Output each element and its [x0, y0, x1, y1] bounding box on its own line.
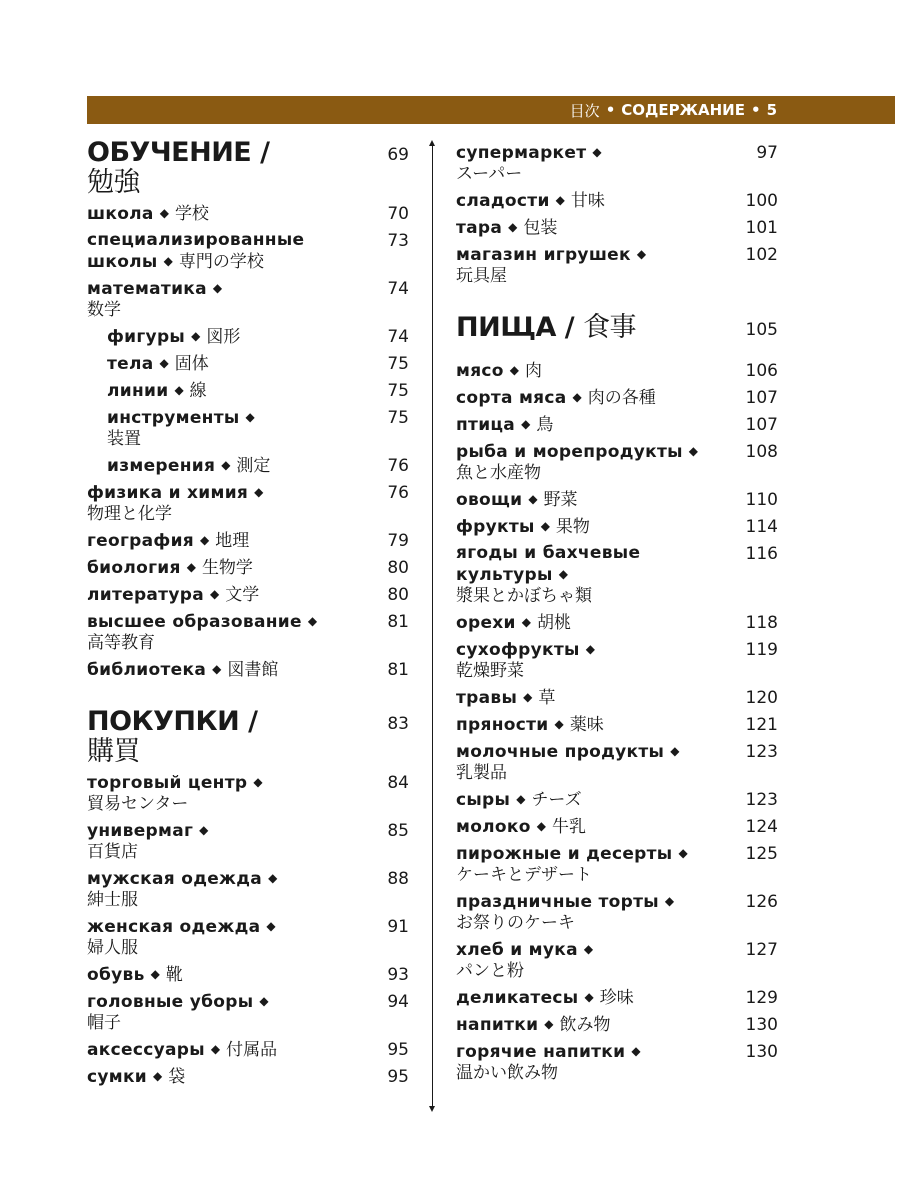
header-bullet: • — [605, 101, 616, 119]
header-bullet: • — [750, 101, 761, 119]
page-number: 121 — [745, 715, 778, 735]
entry-ru: физика и химия — [87, 483, 249, 503]
page-number: 74 — [387, 279, 409, 299]
bullet-icon: ◆ — [174, 383, 184, 397]
toc-entry[interactable] — [456, 891, 778, 934]
bullet-icon: ◆ — [592, 145, 602, 159]
entry-ru: мужская одежда — [87, 869, 263, 889]
toc-entry[interactable] — [456, 987, 778, 1009]
entry-ru: школа — [87, 204, 154, 224]
entry-jp: 野菜 — [543, 490, 578, 510]
bullet-icon: ◆ — [221, 458, 231, 472]
entry-ru: супермаркет — [456, 143, 587, 163]
page-number: 129 — [745, 988, 778, 1008]
entry-jp: 袋 — [168, 1067, 186, 1087]
entry-ru: математика — [87, 279, 207, 299]
page-number: 93 — [387, 965, 409, 985]
entry-ru: аксессуары — [87, 1040, 205, 1060]
bullet-icon: ◆ — [163, 254, 173, 268]
page-number: 75 — [387, 408, 409, 428]
toc-subentry[interactable] — [87, 326, 409, 348]
toc-entry[interactable] — [87, 584, 409, 606]
bullet-icon: ◆ — [212, 662, 222, 676]
toc-entry[interactable] — [456, 741, 778, 784]
entry-ru: орехи — [456, 613, 516, 633]
entry-ru: сумки — [87, 1067, 148, 1087]
entry-jp: 装置 — [107, 429, 141, 449]
entry-jp: 学校 — [174, 204, 209, 224]
entry-jp: 貿易センター — [87, 794, 189, 814]
entry-jp: チーズ — [531, 790, 582, 810]
toc-entry[interactable] — [456, 516, 778, 538]
entry-ru: сыры — [456, 790, 511, 810]
entry-ru: мясо — [456, 361, 504, 381]
entry-ru: обувь — [87, 965, 145, 985]
page-number: 127 — [745, 940, 778, 960]
bullet-icon: ◆ — [191, 329, 201, 343]
toc-entry[interactable] — [456, 1041, 778, 1084]
toc-entry[interactable] — [87, 482, 409, 525]
bullet-icon: ◆ — [150, 967, 160, 981]
entry-ru: торговый центр — [87, 773, 248, 793]
entry-jp: お祭りのケーキ — [456, 913, 575, 933]
entry-jp: 肉 — [525, 361, 543, 381]
toc-entry[interactable] — [87, 868, 409, 911]
entry-ru: измерения — [107, 456, 216, 476]
toc-subentry[interactable] — [87, 353, 409, 375]
entry-ru: тела — [107, 354, 154, 374]
entry-ru: литература — [87, 585, 204, 605]
page-number: 84 — [387, 773, 409, 793]
toc-entry[interactable] — [456, 789, 778, 811]
toc-entry[interactable] — [456, 714, 778, 736]
bullet-icon: ◆ — [509, 363, 520, 377]
page-number: 125 — [745, 844, 778, 864]
bullet-icon: ◆ — [558, 567, 568, 581]
entry-jp: 鳥 — [536, 415, 554, 435]
page-number: 119 — [745, 640, 778, 660]
page-number: 69 — [387, 145, 409, 165]
page-number: 130 — [745, 1042, 778, 1062]
page-number: 95 — [387, 1067, 409, 1087]
page-number: 88 — [387, 869, 409, 889]
page-number: 73 — [387, 231, 409, 251]
entry-ru: библиотека — [87, 660, 207, 680]
toc-entry[interactable] — [87, 1039, 409, 1061]
entry-jp: 数学 — [87, 300, 121, 320]
page-number: 94 — [387, 992, 409, 1012]
entry-ru: география — [87, 531, 195, 551]
page-number: 106 — [745, 361, 778, 381]
toc-subentry[interactable] — [87, 380, 409, 402]
entry-ru: женская одежда — [87, 917, 261, 937]
bullet-icon: ◆ — [266, 919, 276, 933]
bullet-icon: ◆ — [521, 417, 531, 431]
entry-jp: 図形 — [206, 327, 241, 347]
page-number: 100 — [745, 191, 778, 211]
section-title-jp: 勉強 — [87, 167, 140, 198]
entry-jp: 専門の学校 — [178, 252, 264, 272]
section-heading[interactable] — [87, 707, 409, 767]
entry-jp: 生物学 — [201, 558, 253, 578]
page-number: 123 — [745, 790, 778, 810]
bullet-icon: ◆ — [583, 942, 594, 956]
entry-jp: 果物 — [555, 517, 590, 537]
entry-jp: 付属品 — [226, 1040, 278, 1060]
toc-entry[interactable] — [87, 1066, 409, 1088]
bullet-icon: ◆ — [159, 206, 169, 220]
page-number: 80 — [387, 558, 409, 578]
page-number: 79 — [387, 531, 409, 551]
page-number: 95 — [387, 1040, 409, 1060]
bullet-icon: ◆ — [664, 894, 675, 908]
entry-ru: сладости — [456, 191, 550, 211]
page-number: 80 — [387, 585, 409, 605]
bullet-icon: ◆ — [209, 587, 220, 601]
entry-ru: травы — [456, 688, 518, 708]
entry-ru: праздничные торты — [456, 892, 659, 912]
bullet-icon: ◆ — [536, 819, 546, 833]
entry-jp: 牛乳 — [551, 817, 586, 837]
entry-ru: ягоды и бахчевые культуры — [456, 543, 641, 585]
toc-subentry[interactable] — [87, 455, 409, 477]
entry-ru: деликатесы — [456, 988, 579, 1008]
section-title-ru: ПОКУПКИ / — [87, 706, 258, 737]
bullet-icon: ◆ — [253, 775, 263, 789]
entry-ru: рыба и морепродукты — [456, 442, 683, 462]
page-number: 120 — [745, 688, 778, 708]
toc-entry[interactable] — [456, 190, 778, 212]
entry-ru: фрукты — [456, 517, 535, 537]
entry-jp: ケーキとデザート — [456, 865, 592, 885]
page-number: 102 — [745, 245, 778, 265]
bullet-icon: ◆ — [200, 533, 210, 547]
entry-ru: тара — [456, 218, 503, 238]
toc-entry[interactable] — [87, 611, 409, 654]
page-number: 83 — [387, 714, 409, 734]
toc-entry[interactable] — [456, 414, 778, 436]
entry-ru: линии — [107, 381, 169, 401]
page-number: 85 — [387, 821, 409, 841]
entry-jp: 肉の各種 — [587, 388, 656, 408]
toc-entry[interactable] — [456, 360, 778, 382]
entry-jp: 温かい飲み物 — [456, 1063, 558, 1083]
page-number: 123 — [745, 742, 778, 762]
section-title-jp: 食事 — [583, 312, 637, 343]
entry-ru: биология — [87, 558, 181, 578]
entry-jp: 線 — [189, 381, 207, 401]
page-number: 91 — [387, 917, 409, 937]
page-number: 76 — [387, 456, 409, 476]
toc-entry[interactable] — [87, 991, 409, 1034]
toc-entry[interactable] — [87, 916, 409, 959]
bullet-icon: ◆ — [540, 519, 550, 533]
page-header-bar — [87, 96, 895, 124]
entry-jp: 魚と水産物 — [456, 463, 541, 483]
bullet-icon: ◆ — [555, 193, 565, 207]
page-number: 108 — [745, 442, 778, 462]
toc-entry[interactable] — [456, 387, 778, 409]
bullet-icon: ◆ — [585, 642, 595, 656]
entry-jp: 胡桃 — [537, 613, 571, 633]
bullet-icon: ◆ — [508, 220, 518, 234]
section-title-ru: ПИЩА / — [456, 312, 575, 343]
entry-ru: высшее образование — [87, 612, 302, 632]
entry-ru: головные уборы — [87, 992, 254, 1012]
bullet-icon: ◆ — [259, 994, 269, 1008]
page-number: 124 — [745, 817, 778, 837]
page-number: 130 — [745, 1015, 778, 1035]
entry-ru: хлеб и мука — [456, 940, 578, 960]
bullet-icon: ◆ — [521, 615, 531, 629]
entry-ru: напитки — [456, 1015, 539, 1035]
entry-jp: スーパー — [456, 164, 523, 184]
page-number: 81 — [387, 612, 409, 632]
bullet-icon: ◆ — [670, 744, 680, 758]
entry-jp: 乾燥野菜 — [456, 661, 524, 681]
entry-ru: магазин игрушек — [456, 245, 631, 265]
toc-entry[interactable] — [87, 772, 409, 815]
bullet-icon: ◆ — [688, 444, 699, 458]
toc-entry[interactable] — [456, 217, 778, 239]
page-number: 81 — [387, 660, 409, 680]
toc-left-column — [87, 138, 409, 1088]
toc-right-column — [456, 138, 778, 1084]
page-number: 116 — [745, 544, 778, 564]
bullet-icon: ◆ — [307, 614, 318, 628]
page-number: 70 — [387, 204, 409, 224]
section-title-jp: 購買 — [87, 736, 140, 767]
page-number: 74 — [387, 327, 409, 347]
entry-ru: молоко — [456, 817, 531, 837]
page-number: 118 — [745, 613, 778, 633]
entry-jp: 帽子 — [87, 1013, 121, 1033]
page-number: 97 — [756, 143, 778, 163]
bullet-icon: ◆ — [212, 281, 223, 295]
entry-jp: 甘味 — [570, 191, 605, 211]
entry-jp: 婦人服 — [87, 938, 138, 958]
bullet-icon: ◆ — [631, 1044, 641, 1058]
bullet-icon: ◆ — [636, 247, 647, 261]
entry-jp: 薬味 — [569, 715, 604, 735]
bullet-icon: ◆ — [210, 1042, 221, 1056]
page-number: 126 — [745, 892, 778, 912]
entry-ru: инструменты — [107, 408, 240, 428]
toc-entry[interactable] — [456, 843, 778, 886]
header-jp-title: 目次 — [569, 101, 600, 120]
entry-jp: 紳士服 — [87, 890, 138, 910]
entry-jp: 測定 — [236, 456, 271, 476]
bullet-icon: ◆ — [584, 990, 594, 1004]
column-divider — [432, 146, 433, 1106]
entry-ru: сорта мяса — [456, 388, 567, 408]
bullet-icon: ◆ — [572, 390, 582, 404]
toc-entry[interactable] — [87, 964, 409, 986]
entry-ru: горячие напитки — [456, 1042, 626, 1062]
entry-jp: 乳製品 — [456, 763, 507, 783]
entry-ru: овощи — [456, 490, 523, 510]
entry-jp: 地理 — [215, 531, 250, 551]
bullet-icon: ◆ — [554, 717, 564, 731]
entry-ru: птица — [456, 415, 516, 435]
toc-entry[interactable] — [87, 659, 409, 681]
page-number: 75 — [387, 381, 409, 401]
toc-entry[interactable] — [456, 939, 778, 982]
entry-jp: 草 — [538, 688, 556, 708]
toc-entry[interactable] — [87, 530, 409, 552]
toc-entry[interactable] — [456, 244, 778, 287]
section-heading[interactable] — [456, 313, 778, 343]
toc-subentry[interactable] — [87, 407, 409, 450]
bullet-icon: ◆ — [186, 560, 196, 574]
toc-entry[interactable] — [456, 612, 778, 634]
entry-jp: 飲み物 — [559, 1015, 611, 1035]
page-number: 107 — [745, 415, 778, 435]
toc-entry[interactable] — [456, 543, 778, 607]
bullet-icon: ◆ — [523, 690, 533, 704]
toc-entry[interactable] — [456, 489, 778, 511]
entry-ru: пряности — [456, 715, 549, 735]
toc-entry[interactable] — [456, 687, 778, 709]
entry-jp: パンと粉 — [456, 961, 524, 981]
entry-jp: 物理と化学 — [87, 504, 172, 524]
bullet-icon: ◆ — [544, 1017, 554, 1031]
entry-jp: 包装 — [523, 218, 558, 238]
bullet-icon: ◆ — [516, 792, 526, 806]
page-number: 76 — [387, 483, 409, 503]
toc-entry[interactable] — [87, 820, 409, 863]
page-number: 101 — [745, 218, 778, 238]
bullet-icon: ◆ — [268, 871, 278, 885]
toc-entry[interactable] — [456, 142, 778, 185]
toc-entry[interactable] — [456, 639, 778, 682]
bullet-icon: ◆ — [159, 356, 169, 370]
toc-entry[interactable] — [87, 230, 409, 273]
section-heading[interactable] — [87, 138, 409, 198]
header-page-number: 5 — [766, 101, 777, 119]
entry-jp: 文学 — [225, 585, 260, 605]
entry-jp: 漿果とかぼちゃ類 — [456, 586, 592, 606]
toc-entry[interactable] — [87, 557, 409, 579]
entry-ru: универмаг — [87, 821, 194, 841]
toc-entry[interactable] — [87, 278, 409, 321]
entry-ru: специализированные школы — [87, 230, 305, 272]
entry-jp: 百貨店 — [87, 842, 138, 862]
entry-jp: 高等教育 — [87, 633, 155, 653]
entry-jp: 図書館 — [227, 660, 279, 680]
toc-entry[interactable] — [456, 816, 778, 838]
bullet-icon: ◆ — [199, 823, 209, 837]
entry-jp: 珍味 — [599, 988, 634, 1008]
toc-entry[interactable] — [456, 1014, 778, 1036]
entry-jp: 固体 — [174, 354, 209, 374]
header-ru-title: СОДЕРЖАНИЕ — [621, 101, 745, 119]
page-number: 105 — [745, 320, 778, 340]
bullet-icon: ◆ — [528, 492, 538, 506]
bullet-icon: ◆ — [245, 410, 255, 424]
toc-entry[interactable] — [87, 203, 409, 225]
entry-ru: фигуры — [107, 327, 186, 347]
toc-entry[interactable] — [456, 441, 778, 484]
bullet-icon: ◆ — [153, 1069, 163, 1083]
bullet-icon: ◆ — [254, 485, 264, 499]
entry-ru: сухофрукты — [456, 640, 580, 660]
entry-jp: 玩具屋 — [456, 266, 507, 286]
page-number: 110 — [745, 490, 778, 510]
section-title-ru: ОБУЧЕНИЕ / — [87, 137, 270, 168]
entry-ru: молочные продукты — [456, 742, 665, 762]
entry-jp: 靴 — [165, 965, 183, 985]
page-number: 107 — [745, 388, 778, 408]
bullet-icon: ◆ — [678, 846, 688, 860]
page-number: 75 — [387, 354, 409, 374]
page-number: 114 — [745, 517, 778, 537]
entry-ru: пирожные и десерты — [456, 844, 673, 864]
